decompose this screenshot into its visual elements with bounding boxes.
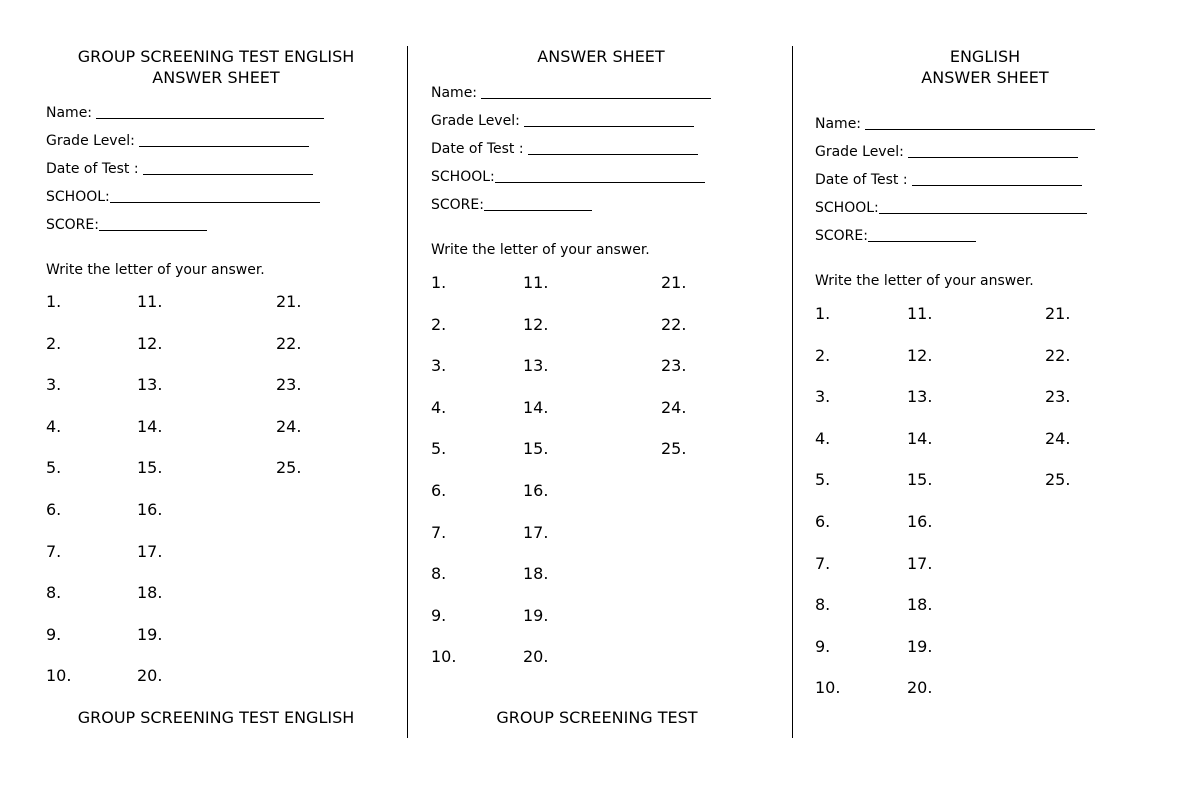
answer-item-number: 2. <box>431 315 447 334</box>
answer-item-number: 6. <box>815 512 831 531</box>
answer-item-number: 16. <box>523 481 549 500</box>
title-line-2: ANSWER SHEET <box>152 68 280 87</box>
answer-item-number: 16. <box>137 500 163 519</box>
answer-item-number: 15. <box>523 439 549 458</box>
answer-item-number: 9. <box>431 606 447 625</box>
answer-item-number: 17. <box>907 554 933 573</box>
answer-item-number: 17. <box>523 523 549 542</box>
field-label: Date of Test : <box>815 172 913 188</box>
answer-item-number: 3. <box>431 356 447 375</box>
answer-item-number: 6. <box>431 481 447 500</box>
answer-item-number: 12. <box>137 334 163 353</box>
grade-level-field[interactable] <box>815 143 1078 160</box>
answer-item-number: 14. <box>523 398 549 417</box>
blank-line[interactable] <box>524 112 694 127</box>
answer-item-number: 6. <box>46 500 62 519</box>
answer-item-number: 10. <box>46 666 72 685</box>
instruction-text: Write the letter of your answer. <box>46 262 265 278</box>
score-field[interactable] <box>431 196 592 213</box>
answer-item-number: 5. <box>46 458 62 477</box>
answer-item-number: 7. <box>431 523 447 542</box>
answer-item-number: 23. <box>1045 387 1071 406</box>
answer-item-number: 3. <box>46 375 62 394</box>
answer-item-number: 13. <box>523 356 549 375</box>
answer-item-number: 5. <box>815 470 831 489</box>
answer-item-number: 12. <box>523 315 549 334</box>
answer-item-number: 1. <box>431 273 447 292</box>
school-field[interactable] <box>815 199 1087 216</box>
panel-title <box>815 46 1155 88</box>
blank-line[interactable] <box>143 160 313 175</box>
answer-item-number: 8. <box>431 564 447 583</box>
blank-line[interactable] <box>865 115 1095 130</box>
answer-item-number: 23. <box>276 375 302 394</box>
blank-line[interactable] <box>484 196 592 211</box>
answer-item-number: 19. <box>137 625 163 644</box>
panel-title <box>431 46 771 67</box>
answer-item-number: 22. <box>276 334 302 353</box>
answer-item-number: 24. <box>276 417 302 436</box>
school-field[interactable] <box>46 188 320 205</box>
answer-item-number: 23. <box>661 356 687 375</box>
answer-item-number: 8. <box>815 595 831 614</box>
answer-item-number: 22. <box>661 315 687 334</box>
date-of-test-field[interactable] <box>431 140 698 157</box>
blank-line[interactable] <box>110 188 320 203</box>
answer-item-number: 17. <box>137 542 163 561</box>
field-label: Grade Level: <box>815 144 909 160</box>
answer-item-number: 1. <box>46 292 62 311</box>
answer-item-number: 18. <box>137 583 163 602</box>
answer-item-number: 14. <box>907 429 933 448</box>
answer-item-number: 22. <box>1045 346 1071 365</box>
title-line-1: GROUP SCREENING TEST ENGLISH <box>77 47 355 66</box>
field-label: Name: <box>431 85 482 101</box>
answer-item-number: 25. <box>1045 470 1071 489</box>
blank-line[interactable] <box>495 168 705 183</box>
answer-item-number: 18. <box>523 564 549 583</box>
field-label: Name: <box>46 105 97 121</box>
answer-item-number: 2. <box>815 346 831 365</box>
field-label: Date of Test : <box>46 161 144 177</box>
field-label: Name: <box>815 116 866 132</box>
blank-line[interactable] <box>139 132 309 147</box>
panel-footer: GROUP SCREENING TEST <box>496 708 698 727</box>
answer-item-number: 12. <box>907 346 933 365</box>
blank-line[interactable] <box>528 140 698 155</box>
answer-item-number: 1. <box>815 304 831 323</box>
answer-item-number: 20. <box>137 666 163 685</box>
answer-item-number: 8. <box>46 583 62 602</box>
answer-item-number: 21. <box>276 292 302 311</box>
answer-item-number: 24. <box>661 398 687 417</box>
blank-line[interactable] <box>96 104 324 119</box>
answer-item-number: 4. <box>815 429 831 448</box>
field-label: Grade Level: <box>46 133 140 149</box>
panel-footer: GROUP SCREENING TEST ENGLISH <box>77 708 355 727</box>
answer-item-number: 9. <box>46 625 62 644</box>
answer-item-number: 9. <box>815 637 831 656</box>
answer-item-number: 15. <box>907 470 933 489</box>
title-line-2: ANSWER SHEET <box>921 68 1049 87</box>
field-label: SCHOOL: <box>815 200 879 216</box>
name-field[interactable] <box>431 84 711 101</box>
field-label: Grade Level: <box>431 113 525 129</box>
panel-title <box>46 46 386 88</box>
answer-item-number: 11. <box>523 273 549 292</box>
field-label: Date of Test : <box>431 141 529 157</box>
field-label: SCHOOL: <box>46 189 110 205</box>
answer-item-number: 13. <box>907 387 933 406</box>
blank-line[interactable] <box>868 227 976 242</box>
answer-item-number: 14. <box>137 417 163 436</box>
name-field[interactable] <box>46 104 324 121</box>
answer-item-number: 21. <box>661 273 687 292</box>
grade-level-field[interactable] <box>431 112 694 129</box>
answer-item-number: 16. <box>907 512 933 531</box>
answer-item-number: 13. <box>137 375 163 394</box>
field-label: SCORE: <box>46 217 99 233</box>
answer-item-number: 7. <box>46 542 62 561</box>
title-line-1: ENGLISH <box>949 47 1021 66</box>
score-field[interactable] <box>815 227 976 244</box>
answer-sheet-panel-1 <box>46 0 426 785</box>
title-line-1: ANSWER SHEET <box>537 47 665 66</box>
blank-line[interactable] <box>481 84 711 99</box>
answer-item-number: 4. <box>46 417 62 436</box>
blank-line[interactable] <box>879 199 1087 214</box>
answer-item-number: 15. <box>137 458 163 477</box>
answer-item-number: 21. <box>1045 304 1071 323</box>
field-label: SCORE: <box>815 228 868 244</box>
answer-item-number: 25. <box>661 439 687 458</box>
answer-item-number: 19. <box>907 637 933 656</box>
blank-line[interactable] <box>912 171 1082 186</box>
answer-item-number: 2. <box>46 334 62 353</box>
field-label: SCHOOL: <box>431 169 495 185</box>
answer-item-number: 11. <box>907 304 933 323</box>
answer-item-number: 19. <box>523 606 549 625</box>
answer-item-number: 20. <box>523 647 549 666</box>
blank-line[interactable] <box>908 143 1078 158</box>
answer-item-number: 4. <box>431 398 447 417</box>
answer-item-number: 10. <box>815 678 841 697</box>
answer-item-number: 24. <box>1045 429 1071 448</box>
answer-item-number: 25. <box>276 458 302 477</box>
score-field[interactable] <box>46 216 207 233</box>
answer-item-number: 18. <box>907 595 933 614</box>
answer-item-number: 20. <box>907 678 933 697</box>
answer-sheet-panel-2 <box>431 0 811 785</box>
answer-sheet-panel-3 <box>815 0 1195 785</box>
answer-item-number: 7. <box>815 554 831 573</box>
answer-item-number: 5. <box>431 439 447 458</box>
instruction-text: Write the letter of your answer. <box>815 273 1034 289</box>
blank-line[interactable] <box>99 216 207 231</box>
grade-level-field[interactable] <box>46 132 309 149</box>
answer-item-number: 11. <box>137 292 163 311</box>
date-of-test-field[interactable] <box>46 160 313 177</box>
instruction-text: Write the letter of your answer. <box>431 242 650 258</box>
name-field[interactable] <box>815 115 1095 132</box>
answer-item-number: 10. <box>431 647 457 666</box>
answer-item-number: 3. <box>815 387 831 406</box>
date-of-test-field[interactable] <box>815 171 1082 188</box>
school-field[interactable] <box>431 168 705 185</box>
field-label: SCORE: <box>431 197 484 213</box>
